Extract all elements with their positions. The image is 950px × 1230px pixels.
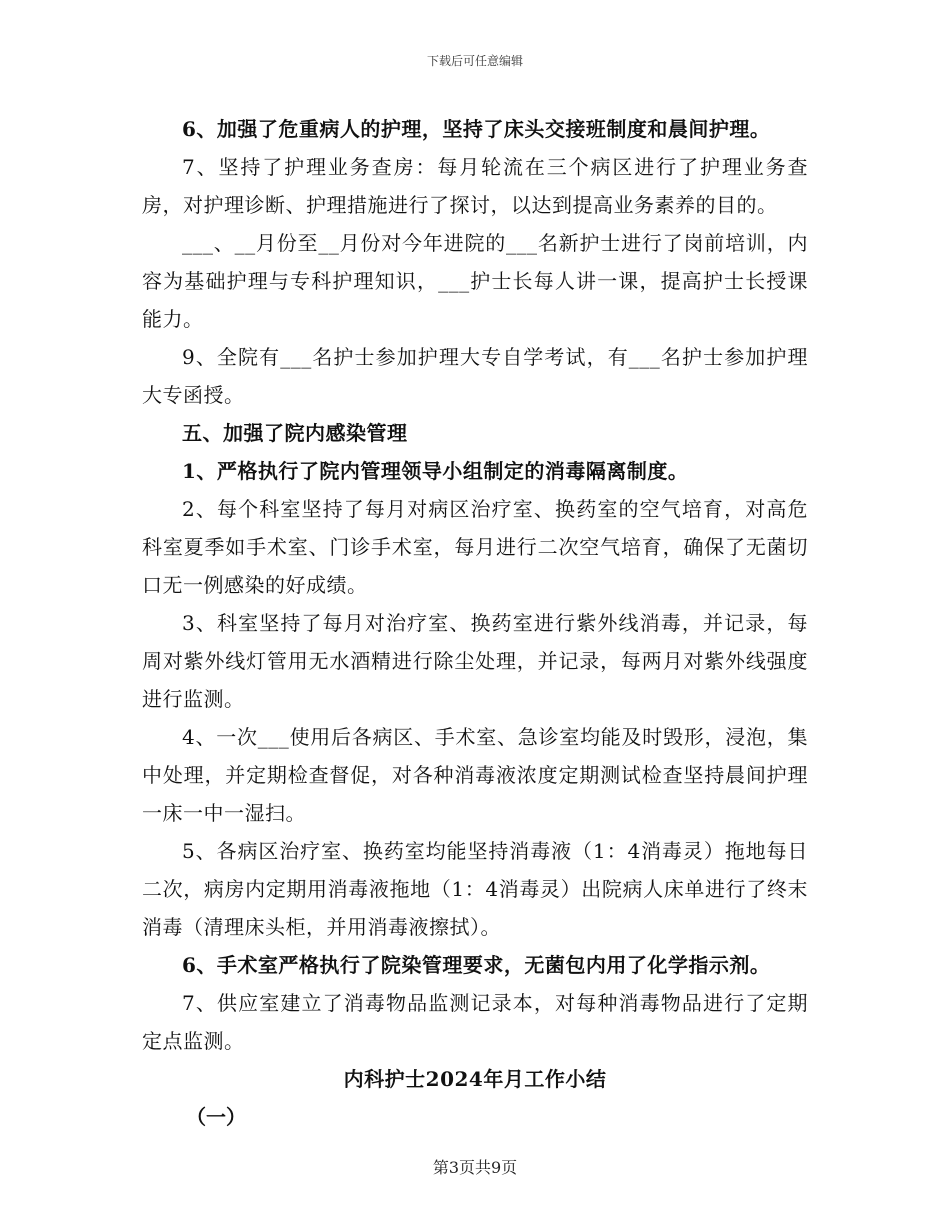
paragraph-6-critical-care: 6、加强了危重病人的护理，坚持了床头交接班制度和晨间护理。 <box>182 117 771 141</box>
paragraph-5-floor-disinfection: 5、各病区治疗室、换药室均能坚持消毒液（1：4消毒灵）拖地每日二次，病房内定期用消毒液拖地（1：4消毒灵）出院病人床单进行了终末消毒（清理床头柜，并用消毒液擦拭）。 <box>142 839 808 939</box>
paragraph-8-training: ___、__月份至__月份对今年进院的___名新护士进行了岗前培训，内容为基础护理与专科护理知识，___护士长每人讲一课，提高护士长授课能力。 <box>142 231 808 331</box>
subheading: （一） <box>186 1105 246 1129</box>
document-title: 内科护士2024年月工作小结 <box>343 1067 607 1091</box>
page-header: 下载后可任意编辑 <box>426 54 523 68</box>
paragraph-4-disposal: 4、一次___使用后各病区、手术室、急诊室均能及时毁形，浸泡，集中处理，并定期检查督促，对各种消毒液浓度定期测试检查坚持晨间护理一床一中一湿扫。 <box>142 725 808 825</box>
paragraph-7-supply-room: 7、供应室建立了消毒物品监测记录本，对每种消毒物品进行了定期定点监测。 <box>142 991 808 1053</box>
paragraph-6-operating-room: 6、手术室严格执行了院染管理要求，无菌包内用了化学指示剂。 <box>182 953 771 977</box>
paragraph-9-exams: 9、全院有___名护士参加护理大专自学考试，有___名护士参加护理大专函授。 <box>142 345 808 407</box>
paragraph-7-ward-rounds: 7、坚持了护理业务查房：每月轮流在三个病区进行了护理业务查房，对护理诊断、护理措施进行了探讨，以达到提高业务素养的目的。 <box>142 155 808 217</box>
document-body <box>142 110 808 1136</box>
page-footer: 第3页共9页 <box>432 1158 518 1177</box>
paragraph-3-uv-disinfection: 3、科室坚持了每月对治疗室、换药室进行紫外线消毒，并记录，每周对紫外线灯管用无水酒精进行除尘处理，并记录，每两月对紫外线强度进行监测。 <box>142 611 808 711</box>
paragraph-2-air-culture: 2、每个科室坚持了每月对病区治疗室、换药室的空气培育，对高危科室夏季如手术室、门诊手术室，每月进行二次空气培育，确保了无菌切口无一例感染的好成绩。 <box>142 497 808 597</box>
paragraph-1-disinfection-system: 1、严格执行了院内管理领导小组制定的消毒隔离制度。 <box>182 459 689 483</box>
section-heading-infection-control: 五、加强了院内感染管理 <box>182 421 408 445</box>
